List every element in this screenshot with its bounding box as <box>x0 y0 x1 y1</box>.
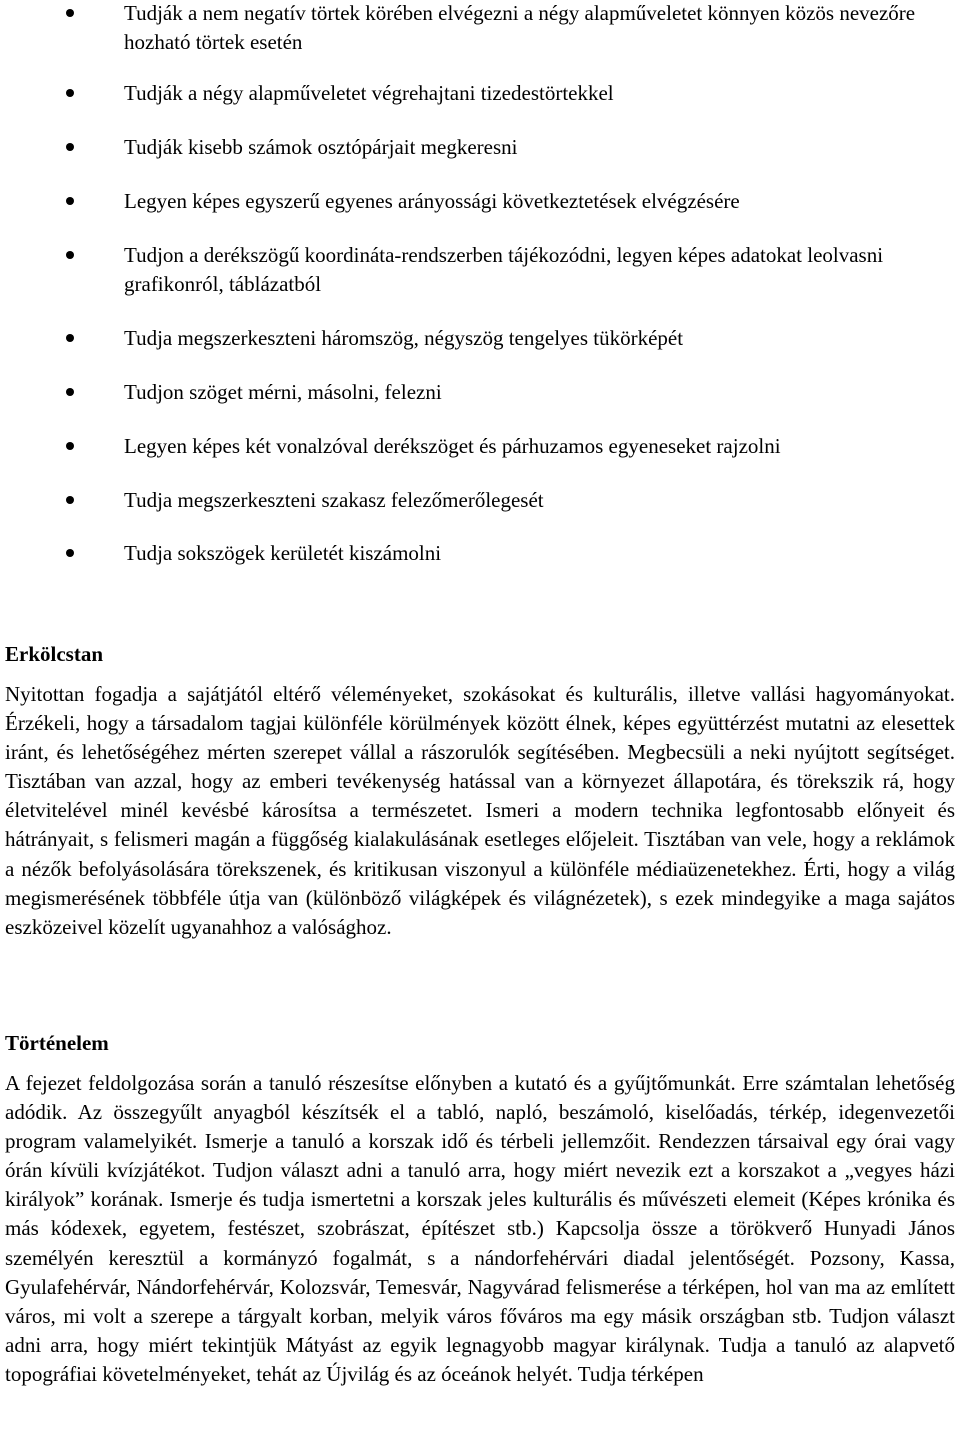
list-item <box>124 539 956 568</box>
bullet-icon <box>66 334 74 342</box>
list-item <box>124 324 956 353</box>
list-item-text: Legyen képes két vonalzóval derékszöget és párhuzamos egyeneseket rajzolni <box>124 434 781 458</box>
bullet-icon <box>66 549 74 557</box>
bullet-icon <box>66 143 74 151</box>
section-body-tortenelem: A fejezet feldolgozása során a tanuló részesítse előnyben a kutató és a gyűjtőmunkát. Erre számtalan lehetőség adódik. Az összegyűlt anyagból készítsék el a tabló, napló, beszámoló, kiselőadás, térkép, idegenvezetői program valamelyikét. Ismerje a tanuló a korszak idő és térbeli jellemzőit. Rendezzen társaival egy órai vagy órán kívüli kvízjátékot. Tudjon választ adni a tanuló arra, hogy miért nevezik ezt a korszakot a „vegyes házi királyok” korának. Ismerje és tudja ismertetni a korszak jeles kulturális és művészeti elemeit (Képes krónika és más kódexek, egyetem, festészet, szobrászat, építészet stb.) Kapcsolja össze a törökverő Hunyadi János személyén keresztül a kormányzó fogalmát, s a nándorfehérvári diadal jelentőségét. Pozsony, Kassa, Gyulafehérvár, Nándorfehérvár, Kolozsvár, Temesvár, Nagyvárad felismerése a térképen, hol van ma az említett város, mi volt a szerepe a tárgyalt korban, melyik város főváros ma egy másik országban stb. Tudjon választ adni arra, hogy miért tekintjük Mátyást az egyik legnagyobb magyar királynak. Tudja a tanuló az alapvető topográfiai követelményeket, tehát az Újvilág és az óceánok helyét. Tudja térképen <box>5 1071 955 1386</box>
list-item-text: Tudják kisebb számok osztópárjait megkeresni <box>124 135 518 159</box>
list-item <box>124 187 956 216</box>
section-body-erkolcstan: Nyitottan fogadja a sajátjától eltérő véleményeket, szokásokat és kulturális, illetve vallási hagyományokat. Érzékeli, hogy a társadalom tagjai különféle körülmények között élnek, képes együttérzést mutatni az elesettek iránt, és lehetőségéhez mérten szerepet vállal a rászorulók segítésében. Megbecsüli a neki nyújtott segítséget. Tisztában van azzal, hogy az emberi tevékenység hatással van a környezet állapotára, és törekszik rá, hogy életvitelével minél kevésbé károsítsa a természetet. Ismeri a modern technika legfontosabb előnyeit és hátrányait, s felismeri magán a függőség kialakulásának esetleges előjeleit. Tisztában van vele, hogy a reklámok a nézők befolyásolására törekszenek, és kritikusan viszonyul a különféle médiaüzenetekhez. Érti, hogy a világ megismerésének többféle útja van (különböző világképek és világnézetek), s ezek mindegyike a maga sajátos eszközeivel közelít ugyanahhoz a valósághoz. <box>5 682 955 939</box>
bullet-icon <box>66 442 74 450</box>
bullet-icon <box>66 9 74 17</box>
section-heading-erkolcstan: Erkölcstan <box>5 642 104 666</box>
list-item-text: Tudjon a derékszögű koordináta-rendszerben tájékozódni, legyen képes adatokat leolvasni grafikonról, táblázatból <box>124 243 884 296</box>
bullet-icon <box>66 197 74 205</box>
bullet-icon <box>66 496 74 504</box>
bullet-icon <box>66 89 74 97</box>
list-item-text: Tudjon szöget mérni, másolni, felezni <box>124 380 442 404</box>
list-item-text: Tudják a négy alapműveletet végrehajtani tizedestörtekkel <box>124 81 614 105</box>
list-item <box>124 486 956 515</box>
list-item-text: Tudja megszerkeszteni szakasz felezőmerőlegesét <box>124 488 544 512</box>
list-item-text: Legyen képes egyszerű egyenes arányossági következtetések elvégzésére <box>124 189 740 213</box>
bullet-icon <box>66 388 74 396</box>
list-item-text: Tudja sokszögek kerületét kiszámolni <box>124 541 442 565</box>
list-item <box>124 432 956 461</box>
list-item-text: Tudja megszerkeszteni háromszög, négyszög tengelyes tükörképét <box>124 326 684 350</box>
section-heading-tortenelem: Történelem <box>5 1031 109 1055</box>
list-item <box>124 241 956 298</box>
list-item <box>124 79 956 108</box>
list-item <box>124 0 956 56</box>
bullet-icon <box>66 251 74 259</box>
list-item <box>124 133 956 162</box>
list-item-text: Tudják a nem negatív törtek körében elvégezni a négy alapműveletet könnyen közös nevezőre hozható törtek esetén <box>124 1 916 54</box>
list-item <box>124 378 956 407</box>
